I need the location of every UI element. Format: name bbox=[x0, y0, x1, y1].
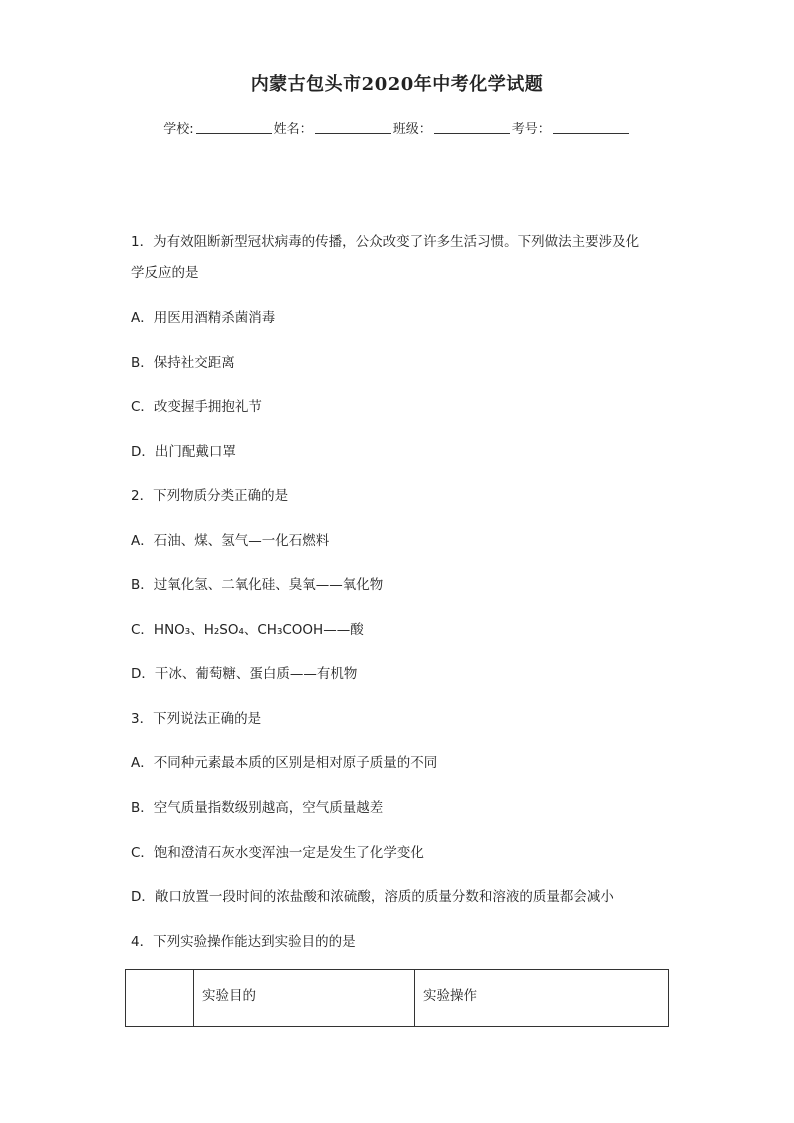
student-info-line bbox=[0, 118, 794, 137]
question-3-option-c: C．饱和澄清石灰水变浑浊一定是发生了化学变化 bbox=[131, 845, 424, 861]
exam-title: 内蒙古包头市2020年中考化学试题 bbox=[250, 74, 544, 95]
question-3-option-a: A．不同种元素最本质的区别是相对原子质量的不同 bbox=[131, 755, 438, 771]
exam-number-label: 考号： bbox=[511, 122, 551, 137]
name-blank[interactable] bbox=[315, 121, 391, 134]
question-3-stem: 3．下列说法正确的是 bbox=[131, 711, 262, 727]
question-2-option-b: B．过氧化氢、二氧化硅、臭氧——氧化物 bbox=[131, 577, 384, 593]
question-3-option-b: B．空气质量指数级别越高，空气质量越差 bbox=[131, 800, 384, 816]
experiment-table bbox=[125, 969, 669, 1027]
question-2-option-a: A．石油、煤、氢气—一化石燃料 bbox=[131, 533, 330, 549]
table-header-purpose: 实验目的 bbox=[194, 970, 415, 1027]
class-blank[interactable] bbox=[434, 121, 510, 134]
table-header-row bbox=[126, 970, 669, 1027]
question-2-option-c: C．HNO₃、H₂SO₄、CH₃COOH——酸 bbox=[131, 622, 364, 638]
question-2-stem: 2．下列物质分类正确的是 bbox=[131, 488, 289, 504]
question-1-option-a: A．用医用酒精杀菌消毒 bbox=[131, 310, 276, 326]
question-4-stem: 4．下列实验操作能达到实验目的的是 bbox=[131, 934, 356, 950]
question-3-option-d: D．敞口放置一段时间的浓盐酸和浓硫酸，溶质的质量分数和溶液的质量都会减小 bbox=[131, 889, 614, 905]
table-header-operation: 实验操作 bbox=[415, 970, 669, 1027]
class-label: 班级： bbox=[392, 122, 432, 137]
question-1-stem-line-1: 1．为有效阻断新型冠状病毒的传播，公众改变了许多生活习惯。下列做法主要涉及化 bbox=[131, 234, 640, 250]
question-1-stem-line-2: 学反应的是 bbox=[131, 265, 199, 281]
school-blank[interactable] bbox=[196, 121, 272, 134]
exam-number-blank[interactable] bbox=[553, 121, 629, 134]
question-1-option-c: C．改变握手拥抱礼节 bbox=[131, 399, 262, 415]
question-2-option-d: D．干冰、葡萄糖、蛋白质——有机物 bbox=[131, 666, 358, 682]
question-1-option-b: B．保持社交距离 bbox=[131, 355, 235, 371]
question-1-option-d: D．出门配戴口罩 bbox=[131, 444, 236, 460]
school-label: 学校: bbox=[163, 122, 194, 137]
table-header-index bbox=[126, 970, 194, 1027]
name-label: 姓名： bbox=[273, 122, 313, 137]
